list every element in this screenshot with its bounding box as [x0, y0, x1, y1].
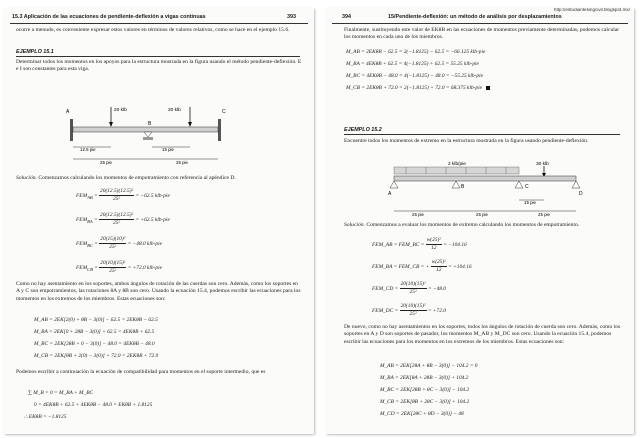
right-m-eq-2: M_BA = 2EK[θA + 2θB − 3(0)] + 104.2 — [380, 375, 469, 381]
label-d: D — [579, 191, 583, 197]
roller-support-b — [452, 181, 460, 188]
fem-rhs: = −48.0 klb-pie — [127, 240, 162, 247]
label-b: B — [461, 184, 465, 190]
right-result-4-text: M_CB = 2EKθB + 72.0 = 2(−1.8125) + 72.0 = 68.375 klb-pie — [346, 85, 483, 91]
left-page-number: 393 — [287, 14, 296, 20]
left-fem-ba: $FEM_{BA}$ = $\frac{\text{20(12.5)(12.5)²}}{\text{25²}}$ = +62.5 klb-pie — [76, 212, 170, 227]
point-load-label: 30 klb — [536, 162, 549, 167]
fem-den: 25² — [109, 268, 117, 275]
fem-sub: CB — [87, 266, 93, 272]
left-intro: ocurre a menudo, es conveniente expresar estos valores en términos de valores relativos, como se hace en el ejemplo 15.6. — [16, 27, 290, 33]
fem-lhs: FEM — [76, 192, 88, 199]
label-b: B — [148, 121, 152, 127]
right-example-title: EJEMPLO 15.2 — [344, 127, 382, 133]
left-compat-1: ∑ M_B = 0 = M_BA + M_BC — [28, 390, 94, 396]
right-m-eq-1: M_AB = 2EK[2θA + θB − 3(0)] − 104.2 = 0 — [380, 363, 478, 369]
fem-num: 20(10)(15)² — [400, 303, 427, 311]
left-m-eq-2: M_BA = 2EK[0 + 2θB − 3(0)] + 62.5 = 4EKθB + 62.5 — [34, 329, 155, 335]
left-example-rule — [16, 56, 300, 57]
right-header-rule — [332, 23, 628, 24]
right-solution — [344, 222, 626, 229]
fem-num: 20(12.5)(12.5)² — [99, 212, 134, 220]
dim-1-label: 25 pie — [412, 212, 424, 217]
label-c: C — [222, 109, 226, 115]
right-m-eq-3: M_BC = 2EK[2θB + θC − 3(0)] − 104.2 — [380, 387, 470, 393]
roller-support-c — [515, 181, 523, 188]
fem-den: 25² — [409, 289, 417, 296]
fem-rhs: = +72.0 — [427, 307, 446, 314]
label-c: C — [525, 184, 529, 190]
right-m-eq-4: M_CB = 2EK[θB + 2θC − 3(0)] + 104.2 — [380, 399, 470, 405]
fem-den: 25² — [109, 244, 117, 251]
right-page — [326, 8, 634, 434]
distributed-load-block — [394, 167, 519, 174]
fixed-support-a — [70, 119, 73, 141]
right-result-4 — [346, 85, 490, 92]
right-result-2: M_BA = 4EKθB + 62.5 = 4(−1.8125) + 62.5 = 55.25 klb-pie — [346, 61, 479, 67]
load-2-label: 20 klb — [168, 108, 181, 113]
left-solution-label: Solución. — [16, 175, 37, 181]
fem-lhs: FEM_AB = FEM_BC = — [372, 241, 425, 248]
point-load-1-head — [109, 122, 113, 127]
left-fem-ab: $FEM_{AB}$ = $\frac{\text{20(12.5)(12.5)²}}{\text{25²}}$ = −62.5 klb-pie — [76, 188, 170, 203]
left-header-title: 15.3 Aplicación de las ecuaciones de pendiente-deflexión a vigas continuas — [12, 14, 206, 20]
fem-lhs: FEM_BA = FEM_CB = + — [372, 263, 430, 270]
right-fem-1 — [372, 237, 467, 252]
fem-sub: BC — [87, 242, 93, 248]
fem-lhs: FEM_CD = — [372, 285, 399, 292]
fem-lhs: FEM_DC = — [372, 307, 399, 314]
dim-3-label: 15 pie — [524, 200, 536, 205]
fem-lhs: FEM — [76, 240, 88, 247]
fixed-support-c — [218, 119, 221, 141]
fem-lhs: FEM — [76, 264, 88, 271]
right-fem-4 — [372, 303, 446, 318]
roller-base-b — [143, 137, 153, 140]
right-solution-label: Solución. — [344, 222, 365, 228]
dim-1-label: 12.5 pie — [80, 147, 96, 152]
left-compat-3: ∴ EKθB = −1.8125 — [24, 414, 67, 420]
left-solution — [16, 175, 302, 182]
fem-num: 20(10)(15)² — [400, 281, 427, 289]
fem-rhs: = −104.16 — [443, 241, 467, 248]
fem-rhs: = +72.0 klb-pie — [127, 264, 162, 271]
fem-rhs: = −48.0 — [427, 285, 446, 292]
fem-den: 25² — [409, 311, 417, 318]
right-intro: Finalmente, sustituyendo este valor de EKθB en las ecuaciones de momentos previamente determinadas, podemos calcular los momentos en cada uno de los miembros. — [344, 27, 620, 41]
dim-4-label: 25 pie — [538, 212, 550, 217]
fem-sub: AB — [87, 194, 93, 200]
fem-den: 25² — [113, 196, 121, 203]
left-header-rule — [10, 23, 308, 24]
load-1-label: 20 klb — [114, 108, 127, 113]
dist-load-label: 2 klb/pie — [448, 162, 466, 167]
left-m-eq-4: M_CB = 2EK[θB + 2(0) − 3(0)] + 72.0 = 2EKθB + 72.0 — [34, 353, 159, 359]
beam-ab-bc — [73, 127, 218, 132]
left-m-eq-1: M_AB = 2EK[2(0) + θB − 3(0)] − 62.5 = 2EKθB − 62.5 — [34, 317, 158, 323]
left-paragraph-2: Como no hay asentamiento en los soportes, ambos ángulos de rotación de las cuerdas son cero. Además, como los soportes en A y C son empotramientos, las rotaciones θA y θB son cero. Usando la ecuación 15.4, podemos escribir las ecuaciones para los momentos en los extremos de los miembros. Estas ecuaciones son: — [16, 281, 301, 302]
dim-2-label: 15 pie — [162, 147, 174, 152]
right-problem: Encuentre todos los momentos de extremo en la estructura mostrada en la figura usando pendiente-deflexión. — [344, 138, 589, 144]
fem-rhs: = +104.16 — [448, 263, 472, 270]
fem-num: 20(10)(15)² — [99, 260, 126, 268]
beam-figure-2 — [386, 156, 586, 222]
right-m-eq-5: M_CD = 2EK[2θC + θD − 3(0)] − 48 — [380, 411, 464, 417]
left-page — [4, 8, 314, 434]
fem-rhs: = +62.5 klb-pie — [135, 216, 170, 223]
label-a: A — [388, 191, 392, 197]
right-fem-3 — [372, 281, 446, 296]
beam-figure-1 — [56, 101, 256, 171]
blog-url: http://estudiantesingcivil.blogspot.mx/ — [553, 8, 630, 12]
continuous-beam — [394, 176, 576, 181]
fem-num: 20(15)(10)² — [99, 236, 126, 244]
end-of-example-square — [486, 86, 490, 90]
left-solution-text: Comenzamos calculando los momentos de empotramiento con referencia al apéndice D. — [38, 175, 236, 181]
pin-support-d — [572, 181, 580, 188]
dim-3-label: 25 pie — [100, 160, 112, 165]
fem-rhs: = −62.5 klb-pie — [135, 192, 170, 199]
fem-lhs: FEM — [76, 216, 88, 223]
fem-den: 12 — [436, 267, 442, 274]
left-problem: Determinar todos los momentos en los apoyos para la estructura mostrada en la figura usando el método pendiente-deflexión. E e I son constantes para esta viga. — [16, 59, 302, 73]
fem-num: w(25)² — [426, 237, 442, 245]
fem-num: w(25)² — [431, 259, 447, 267]
fem-sub: BA — [87, 218, 93, 224]
right-solution-text: Comenzamos a evaluar los momentos de extremo calculando los momentos de empotramiento. — [366, 222, 580, 228]
fem-den: 12 — [431, 245, 437, 252]
dim-4-label: 25 pie — [176, 160, 188, 165]
right-result-1: M_AB = 2EKθB − 62.5 = 2(−1.8125) − 62.5 = −66.125 klb-pie — [346, 49, 486, 55]
right-page-number: 394 — [342, 14, 351, 20]
right-result-3: M_BC = 4EKθB − 48.0 = 4(−1.8125) − 48.0 = −55.25 klb-pie — [346, 73, 483, 79]
dim-2-label: 25 pie — [476, 212, 488, 217]
left-example-title: EJEMPLO 15.1 — [16, 49, 54, 55]
point-load-2-head — [188, 122, 192, 127]
left-paragraph-3: Podemos escribir a continuación la ecuación de compatibilidad para momentos en el soporte intermedio, que es — [16, 369, 266, 375]
right-fem-2 — [372, 259, 472, 274]
label-a: A — [66, 109, 70, 115]
left-m-eq-3: M_BC = 2EK[2θB + 0 − 3(0)] − 48.0 = 4EKθB − 48.0 — [34, 341, 155, 347]
right-paragraph-2: De nuevo, como no hay asentamientos en los soportes, todos los ángulos de rotación de cuerda son cero. Además, como los soportes en A y D son soportes de pasador, los momentos M_AB y M_DC son cero. Usando la ecuación 15.4, podemos escribir las ecuaciones para los momentos en los extremos de los miembros. Estas ecuaciones son: — [344, 324, 621, 345]
left-compat-2: 0 = 4EKθB + 62.5 + 4EKθB − 48.0 = EKθB + 1.8125 — [34, 402, 153, 408]
roller-support-b — [144, 132, 152, 137]
left-fem-bc: $FEM_{BC}$ = $\frac{\text{20(15)(10)²}}{\text{25²}}$ = −48.0 klb-pie — [76, 236, 162, 251]
right-example-rule — [344, 134, 620, 135]
pin-support-a — [390, 181, 398, 188]
fem-den: 25² — [113, 220, 121, 227]
left-fem-cb: $FEM_{CB}$ = $\frac{\text{20(10)(15)²}}{\text{25²}}$ = +72.0 klb-pie — [76, 260, 162, 275]
fem-num: 20(12.5)(12.5)² — [99, 188, 134, 196]
right-header-title: 15/Pendiente-deflexión: un método de análisis por desplazamientos — [388, 14, 562, 20]
